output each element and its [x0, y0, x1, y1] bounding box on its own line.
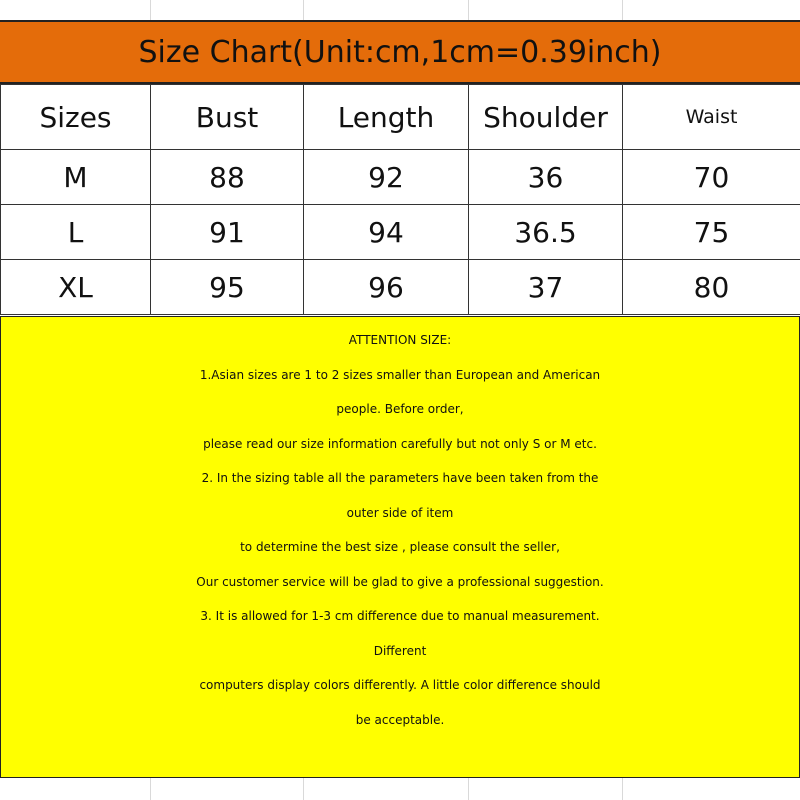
table-cell: 80: [623, 260, 800, 315]
notice-line: be acceptable.: [355, 712, 445, 727]
table-cell: 95: [151, 260, 304, 315]
table-header-row: [1, 85, 800, 150]
notice-heading: ATTENTION SIZE:: [348, 333, 452, 347]
spreadsheet-gridlines-top: [0, 0, 800, 20]
notice-line: to determine the best size , please consult the seller,: [240, 540, 560, 554]
table-cell: 94: [304, 205, 469, 260]
table-cell: 75: [623, 205, 800, 260]
attention-notice: [0, 316, 800, 778]
notice-line: Our customer service will be glad to give a professional suggestion.: [196, 574, 604, 589]
notice-line: 1.Asian sizes are 1 to 2 sizes smaller than European and American: [199, 367, 601, 382]
column-header-bust: Bust: [151, 85, 304, 150]
column-header-length: Length: [304, 85, 469, 150]
column-header-waist: Waist: [623, 85, 800, 150]
table-cell: XL: [1, 260, 151, 315]
size-chart-title: [0, 20, 800, 84]
table-row: [1, 205, 800, 260]
table-cell: 70: [623, 150, 800, 205]
table-cell: 36.5: [469, 205, 623, 260]
table-row: [1, 150, 800, 205]
notice-line: 3. It is allowed for 1-3 cm difference due to manual measurement.: [200, 609, 600, 623]
table-cell: M: [1, 150, 151, 205]
table-cell: 91: [151, 205, 304, 260]
table-cell: 88: [151, 150, 304, 205]
table-cell: 96: [304, 260, 469, 315]
notice-line: outer side of item: [346, 505, 454, 520]
size-table: [0, 84, 800, 315]
notice-line: Different: [373, 643, 427, 658]
notice-line: 2. In the sizing table all the parameters have been taken from the: [201, 471, 599, 485]
table-cell: 37: [469, 260, 623, 315]
column-header-sizes: Sizes: [1, 85, 151, 150]
notice-line: please read our size information carefully but not only S or M etc.: [203, 436, 597, 451]
spreadsheet-gridlines-bottom: [0, 778, 800, 800]
table-cell: L: [1, 205, 151, 260]
column-header-shoulder: Shoulder: [469, 85, 623, 150]
notice-line: computers display colors differently. A little color difference should: [199, 678, 601, 692]
table-cell: 92: [304, 150, 469, 205]
size-chart-title-text: Size Chart(Unit:cm,1cm=0.39inch): [138, 34, 662, 70]
table-row: [1, 260, 800, 315]
table-cell: 36: [469, 150, 623, 205]
notice-line: people. Before order,: [336, 402, 464, 416]
